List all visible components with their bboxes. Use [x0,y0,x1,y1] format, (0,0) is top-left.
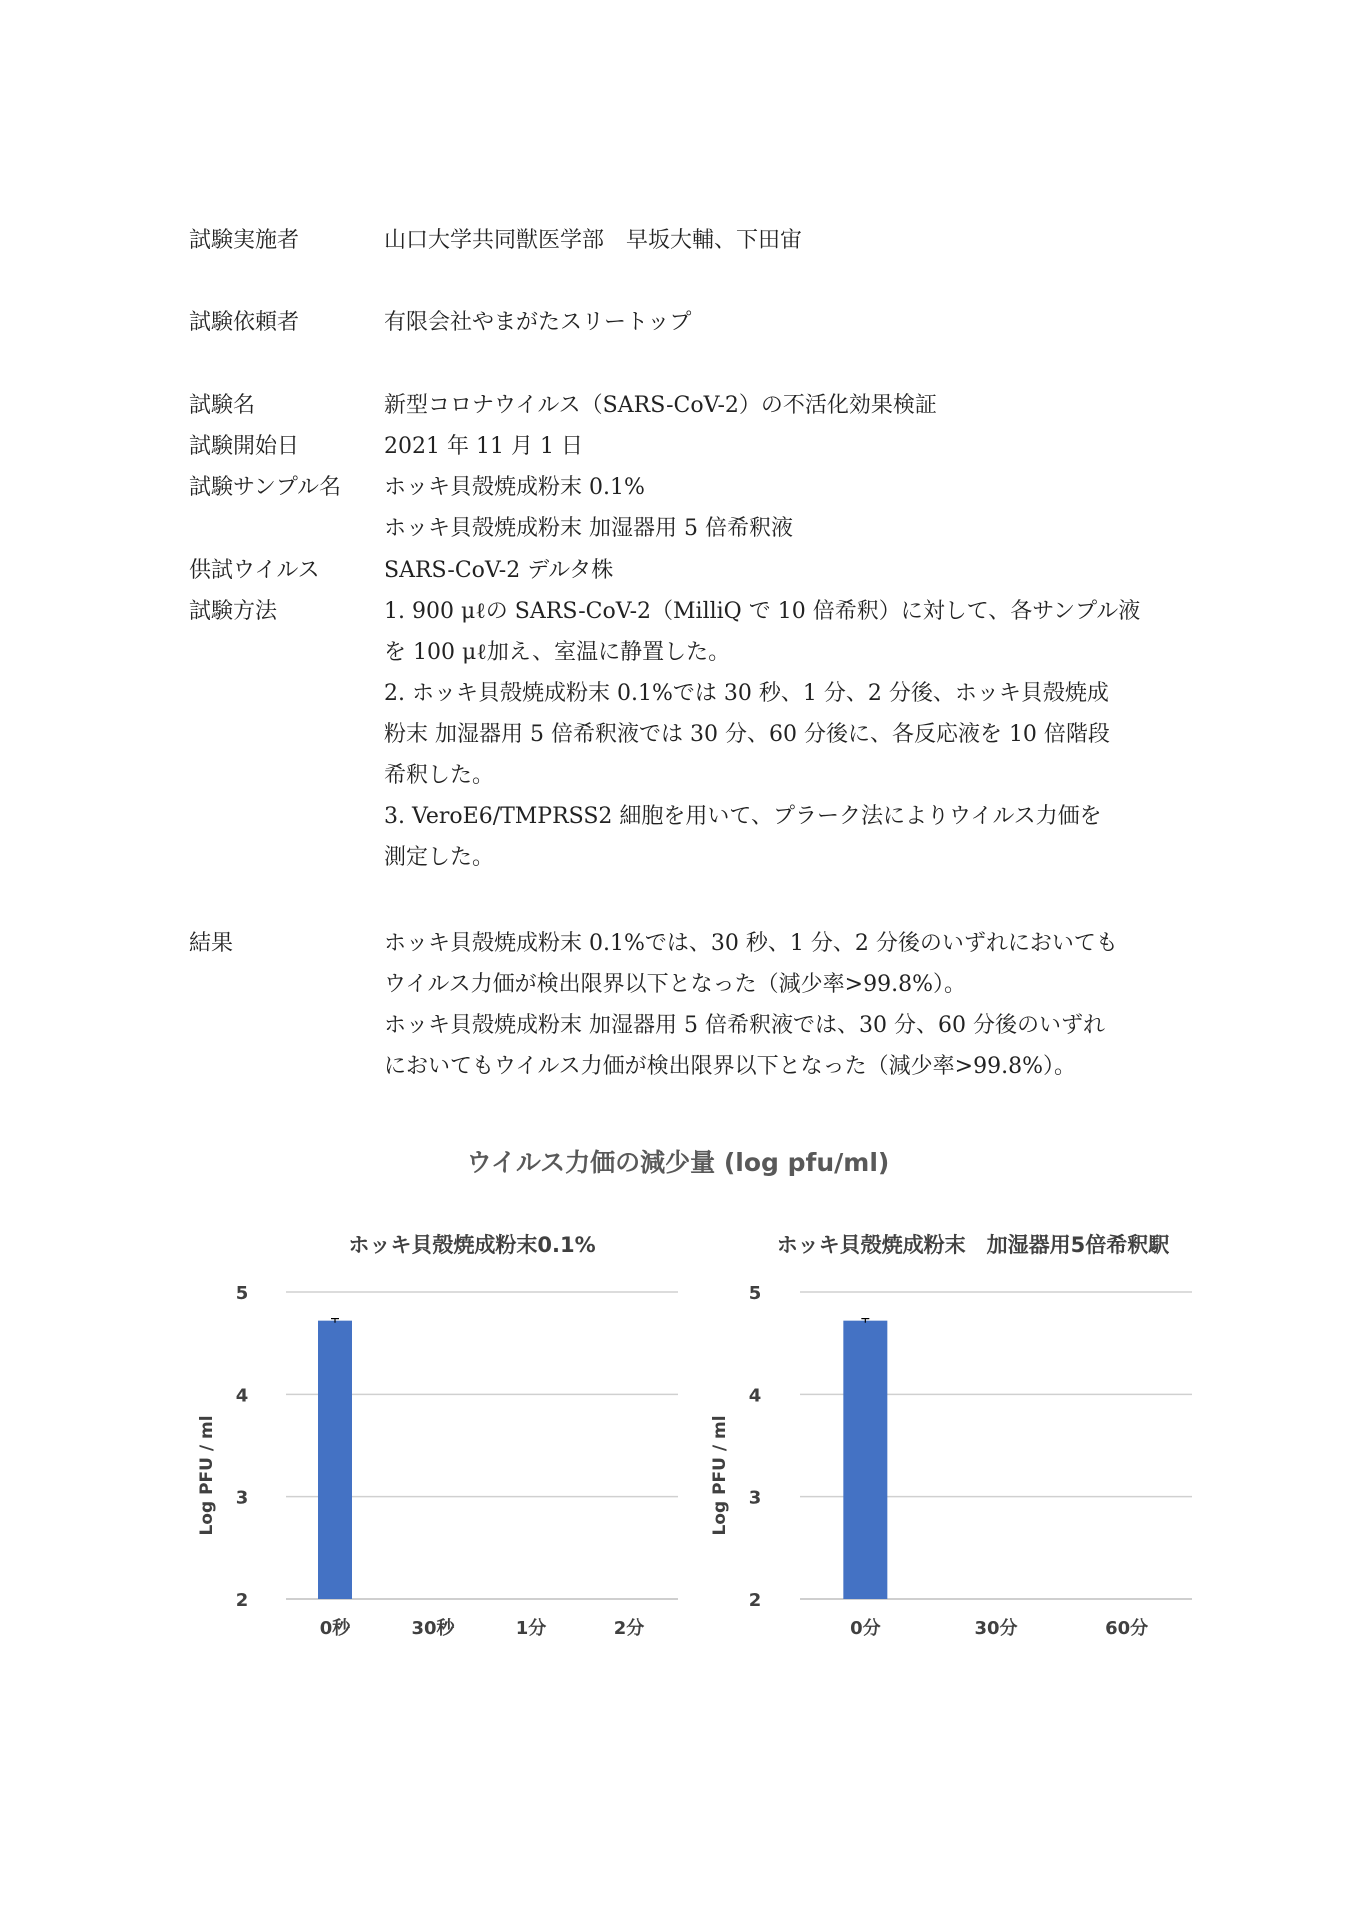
bar [318,1321,352,1599]
test-name-value: 新型コロナウイルス（SARS-CoV-2）の不活化効果検証 [384,393,937,418]
y-tick-label: 3 [235,1487,249,1509]
executor-value: 山口大学共同獣医学部 早坂大輔、下田宙 [384,228,803,253]
method-label: 試験方法 [189,599,278,624]
charts-area [0,1210,1356,1710]
result-line: ホッキ貝殻焼成粉末 加湿器用 5 倍希釈液では、30 分、60 分後のいずれ [384,1013,1105,1038]
bar [843,1321,887,1599]
y-tick-label: 3 [748,1487,762,1509]
y-axis-label: Log PFU / ml [710,1415,730,1536]
method-line: 測定した。 [384,845,495,870]
start-date-value: 2021 年 11 月 1 日 [384,434,583,459]
virus-value: SARS-CoV-2 デルタ株 [384,558,614,583]
sample-value-1: ホッキ貝殻焼成粉末 0.1% [384,475,645,500]
requester-value: 有限会社やまがたスリートップ [384,310,692,335]
method-line: を 100 μℓ加え、室温に静置した。 [384,640,731,665]
y-tick-label: 5 [235,1283,249,1304]
y-tick-label: 5 [748,1283,762,1304]
sample-value-2: ホッキ貝殻焼成粉末 加湿器用 5 倍希釈液 [384,516,793,541]
result-label: 結果 [189,931,234,956]
y-tick-label: 4 [235,1385,249,1407]
method-line: 希釈した。 [384,763,495,788]
chart-title: ホッキ貝殻焼成粉末 加湿器用5倍希釈駅 [776,1233,1170,1257]
virus-label: 供試ウイルス [189,558,320,583]
y-axis-label: Log PFU / ml [197,1415,217,1536]
requester-label: 試験依頼者 [189,310,300,335]
x-tick-label: 1分 [515,1618,547,1639]
result-text [384,929,1174,1093]
chart-title: ホッキ貝殻焼成粉末0.1% [348,1233,596,1257]
sample-label: 試験サンプル名 [189,475,342,500]
executor-label: 試験実施者 [189,228,300,253]
y-tick-label: 2 [235,1590,249,1611]
y-tick-label: 4 [748,1385,762,1407]
start-date-label: 試験開始日 [189,434,300,459]
result-line: ウイルス力価が検出限界以下となった（減少率>99.8%）。 [384,972,967,997]
chart-1 [197,1233,678,1639]
x-tick-label: 0分 [850,1618,881,1639]
test-name-label: 試験名 [189,393,256,418]
chart-2 [710,1233,1192,1639]
method-text [384,597,1174,884]
x-tick-label: 30秒 [411,1618,455,1639]
x-tick-label: 0秒 [319,1618,351,1639]
x-tick-label: 60分 [1105,1618,1149,1639]
result-line: においてもウイルス力価が検出限界以下となった（減少率>99.8%）。 [384,1054,1077,1079]
method-line: 2. ホッキ貝殻焼成粉末 0.1%では 30 秒、1 分、2 分後、ホッキ貝殻焼成 [384,681,1109,706]
method-line: 1. 900 μℓの SARS-CoV-2（MilliQ で 10 倍希釈）に対して、各サンプル液 [384,599,1141,624]
x-tick-label: 2分 [613,1618,645,1639]
chart-section-title: ウイルス力価の減少量 (log pfu/ml) [466,1148,890,1177]
sample-values [384,473,1174,555]
method-line: 3. VeroE6/TMPRSS2 細胞を用いて、プラーク法によりウイルス力価を [384,804,1102,829]
x-tick-label: 30分 [974,1618,1018,1639]
method-line: 粉末 加湿器用 5 倍希釈液では 30 分、60 分後に、各反応液を 10 倍階段 [384,722,1110,747]
y-tick-label: 2 [748,1590,762,1611]
result-line: ホッキ貝殻焼成粉末 0.1%では、30 秒、1 分、2 分後のいずれにおいても [384,931,1118,956]
